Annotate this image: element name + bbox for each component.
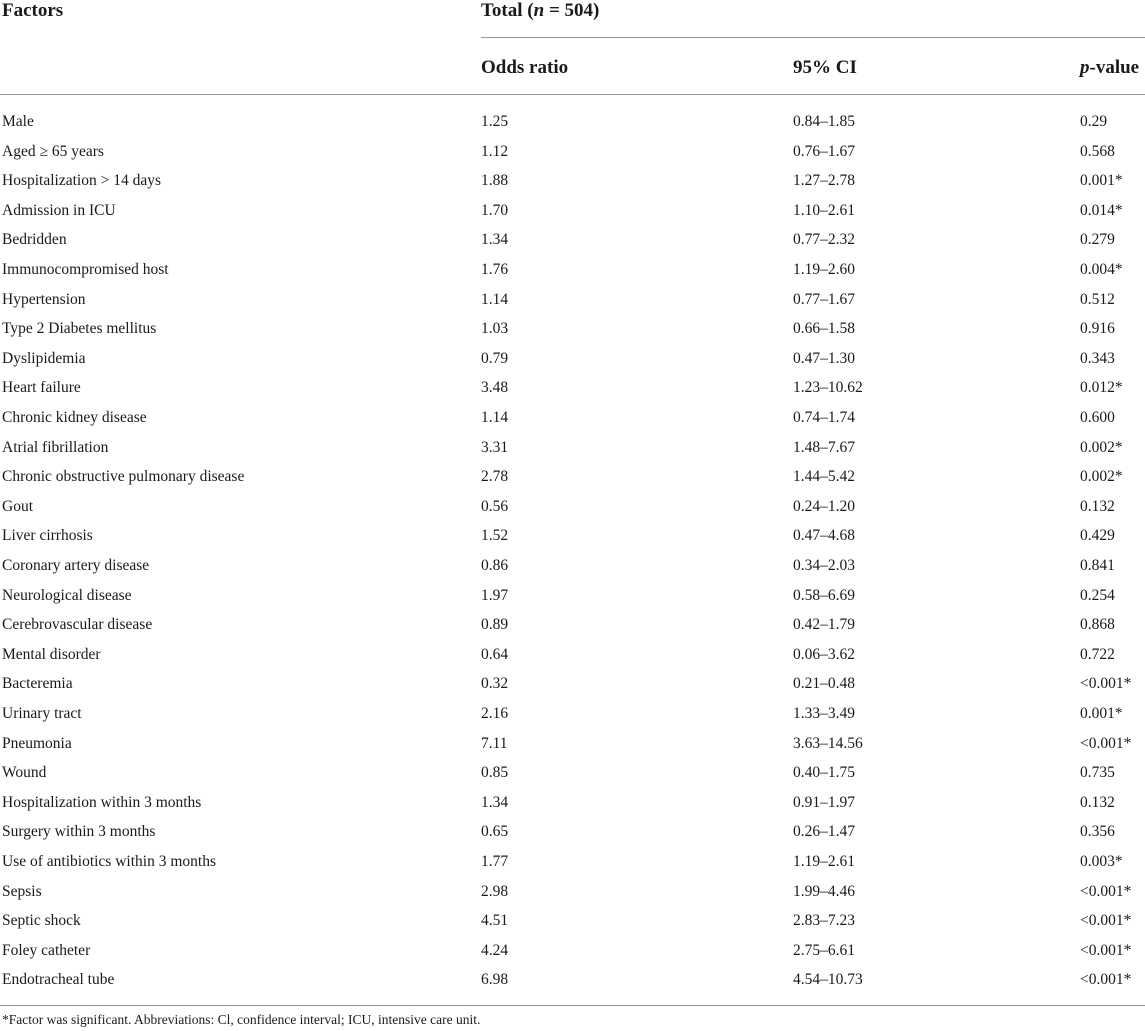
odds-ratio-cell: 0.86 [481,557,509,574]
ci-cell: 0.21–0.48 [793,675,855,693]
pvalue-cell: 0.568 [1080,142,1115,160]
odds-ratio-cell: 4.51 [481,912,509,930]
factor-cell: Hospitalization within 3 months [2,793,202,811]
odds-ratio-cell: 1.03 [481,320,509,338]
header-total-n: n [533,0,545,21]
ci-cell: 4.54–10.73 [793,971,863,989]
pvalue-cell: 0.916 [1080,320,1115,338]
odds-ratio-cell: 1.77 [481,853,509,870]
factor-cell: Mental disorder [2,645,101,663]
ci-cell: 0.84–1.85 [793,113,855,130]
bottom-rule [0,1005,1145,1006]
table-row [0,758,1145,788]
factor-cell: Hypertension [2,290,86,308]
factor-cell: Atrial fibrillation [2,438,109,456]
table-row [0,788,1145,818]
header-rule [0,94,1145,95]
header-pvalue-suffix: -value [1089,57,1140,78]
table-row [0,906,1145,936]
ci-cell: 0.24–1.20 [793,497,855,515]
odds-ratio-cell: 1.14 [481,290,509,308]
subheader-rule [481,37,1145,38]
pvalue-cell: 0.429 [1080,527,1115,545]
pvalue-cell: 0.132 [1080,497,1115,515]
ci-cell: 0.34–2.03 [793,557,855,574]
odds-ratio-cell: 7.11 [481,734,508,752]
ci-cell: 1.23–10.62 [793,379,863,397]
pvalue-cell: 0.841 [1080,557,1115,574]
odds-ratio-cell: 1.34 [481,231,509,249]
ci-cell: 0.42–1.79 [793,616,855,634]
table-row [0,255,1145,285]
odds-ratio-cell: 0.79 [481,349,509,367]
ci-cell: 0.40–1.75 [793,764,855,782]
table-row [0,462,1145,492]
pvalue-cell: 0.254 [1080,586,1115,604]
table-row [0,551,1145,581]
ci-cell: 1.33–3.49 [793,705,855,722]
factor-cell: Immunocompromised host [2,261,169,278]
table-row [0,344,1145,374]
odds-ratio-cell: 2.78 [481,468,509,486]
pvalue-cell: 0.512 [1080,290,1115,308]
odds-ratio-cell: 0.85 [481,764,509,782]
footnote: *Factor was significant. Abbreviations: Cl, confidence interval; ICU, intensive care unit. [2,1012,481,1027]
header-odds-ratio: Odds ratio [481,57,569,78]
table-row [0,729,1145,759]
ci-cell: 0.58–6.69 [793,586,855,604]
table-row [0,225,1145,255]
pvalue-cell: 0.001* [1080,172,1123,190]
pvalue-cell: 0.722 [1080,645,1115,663]
ci-cell: 2.83–7.23 [793,912,855,930]
odds-ratio-cell: 0.56 [481,497,509,515]
table-row [0,166,1145,196]
header-ci: 95% CI [793,57,857,78]
odds-ratio-cell: 1.70 [481,201,509,219]
table-row [0,492,1145,522]
table-row [0,285,1145,315]
header-pvalue [1080,57,1139,79]
odds-ratio-cell: 1.25 [481,113,509,130]
odds-ratio-cell: 3.48 [481,379,509,397]
odds-ratio-cell: 1.88 [481,172,509,190]
factor-cell: Dyslipidemia [2,349,86,367]
factor-cell: Use of antibiotics within 3 months [2,853,216,870]
pvalue-cell: 0.343 [1080,349,1115,367]
factor-cell: Admission in ICU [2,201,116,219]
factor-cell: Septic shock [2,912,81,930]
pvalue-cell: 0.001* [1080,705,1123,722]
ci-cell: 0.47–1.30 [793,349,855,367]
factor-cell: Type 2 Diabetes mellitus [2,320,157,338]
ci-cell: 0.47–4.68 [793,527,855,545]
factor-cell: Urinary tract [2,705,82,722]
ci-cell: 1.44–5.42 [793,468,855,486]
factor-cell: Foley catheter [2,941,91,959]
header-total-suffix: = 504) [544,0,600,21]
factor-cell: Hospitalization > 14 days [2,172,161,190]
pvalue-cell: 0.014* [1080,201,1123,219]
table-row [0,403,1145,433]
table-row [0,196,1145,226]
odds-ratio-cell: 2.98 [481,882,509,900]
header-pvalue-p: p [1080,57,1090,78]
odds-ratio-cell: 1.12 [481,142,509,160]
pvalue-cell: 0.012* [1080,379,1123,397]
ci-cell: 1.19–2.61 [793,853,855,870]
pvalue-cell: 0.29 [1080,113,1108,130]
table-row [0,433,1145,463]
pvalue-cell: 0.003* [1080,853,1123,870]
ci-cell: 0.76–1.67 [793,142,855,160]
pvalue-cell: 0.868 [1080,616,1115,634]
factor-cell: Pneumonia [2,734,72,752]
factor-cell: Male [2,113,34,130]
ci-cell: 3.63–14.56 [793,734,863,752]
factor-cell: Heart failure [2,379,81,397]
ci-cell: 0.77–2.32 [793,231,855,249]
header-total [481,0,599,22]
factor-cell: Coronary artery disease [2,557,150,574]
table-row [0,581,1145,611]
factor-cell: Sepsis [2,882,42,900]
odds-ratio-cell: 0.89 [481,616,509,634]
pvalue-cell: <0.001* [1080,912,1132,930]
factor-cell: Surgery within 3 months [2,823,156,841]
factor-cell: Cerebrovascular disease [2,616,153,634]
odds-ratio-cell: 4.24 [481,941,509,959]
table-row [0,107,1145,137]
ci-cell: 0.74–1.74 [793,409,855,426]
odds-ratio-cell: 1.34 [481,793,509,811]
factor-cell: Chronic obstructive pulmonary disease [2,468,245,486]
table-row [0,965,1145,995]
odds-ratio-cell: 0.32 [481,675,509,693]
table-row [0,847,1145,877]
factor-cell: Bacteremia [2,675,73,693]
table-row [0,373,1145,403]
pvalue-cell: 0.600 [1080,409,1115,426]
ci-cell: 0.77–1.67 [793,290,855,308]
factor-cell: Neurological disease [2,586,132,604]
pvalue-cell: <0.001* [1080,882,1132,900]
pvalue-cell: 0.735 [1080,764,1115,782]
pvalue-cell: 0.002* [1080,468,1123,486]
table-row [0,669,1145,699]
ci-cell: 1.99–4.46 [793,882,855,900]
pvalue-cell: 0.356 [1080,823,1115,841]
ci-cell: 2.75–6.61 [793,941,855,959]
table-row [0,314,1145,344]
pvalue-cell: <0.001* [1080,941,1132,959]
pvalue-cell: <0.001* [1080,675,1132,693]
pvalue-cell: <0.001* [1080,734,1132,752]
ci-cell: 1.27–2.78 [793,172,855,190]
factor-cell: Gout [2,497,33,515]
odds-ratio-cell: 1.14 [481,409,509,426]
factor-cell: Endotracheal tube [2,971,115,989]
pvalue-cell: 0.132 [1080,793,1115,811]
ci-cell: 0.26–1.47 [793,823,855,841]
ci-cell: 0.91–1.97 [793,793,855,811]
table-row [0,817,1145,847]
table-row [0,640,1145,670]
odds-ratio-cell: 3.31 [481,438,509,456]
ci-cell: 0.06–3.62 [793,645,855,663]
table-row [0,610,1145,640]
header-total-prefix: Total ( [481,0,534,21]
header-factors: Factors [2,0,64,21]
ci-cell: 0.66–1.58 [793,320,855,338]
odds-ratio-cell: 1.76 [481,261,509,278]
ci-cell: 1.10–2.61 [793,201,855,219]
odds-ratio-cell: 6.98 [481,971,509,989]
pvalue-cell: 0.279 [1080,231,1115,249]
ci-cell: 1.19–2.60 [793,261,855,278]
pvalue-cell: <0.001* [1080,971,1132,989]
table-row [0,699,1145,729]
factor-cell: Bedridden [2,231,67,249]
ci-cell: 1.48–7.67 [793,438,855,456]
odds-ratio-cell: 2.16 [481,705,509,722]
table-row [0,137,1145,167]
factor-cell: Aged ≥ 65 years [2,142,104,160]
factor-cell: Liver cirrhosis [2,527,93,545]
odds-ratio-cell: 1.97 [481,586,509,604]
table-row [0,877,1145,907]
odds-ratio-cell: 1.52 [481,527,509,545]
pvalue-cell: 0.002* [1080,438,1123,456]
pvalue-cell: 0.004* [1080,261,1123,278]
table-row [0,936,1145,966]
table-row [0,521,1145,551]
factor-cell: Chronic kidney disease [2,409,147,426]
factor-cell: Wound [2,764,47,782]
odds-ratio-cell: 0.65 [481,823,509,841]
odds-ratio-cell: 0.64 [481,645,509,663]
